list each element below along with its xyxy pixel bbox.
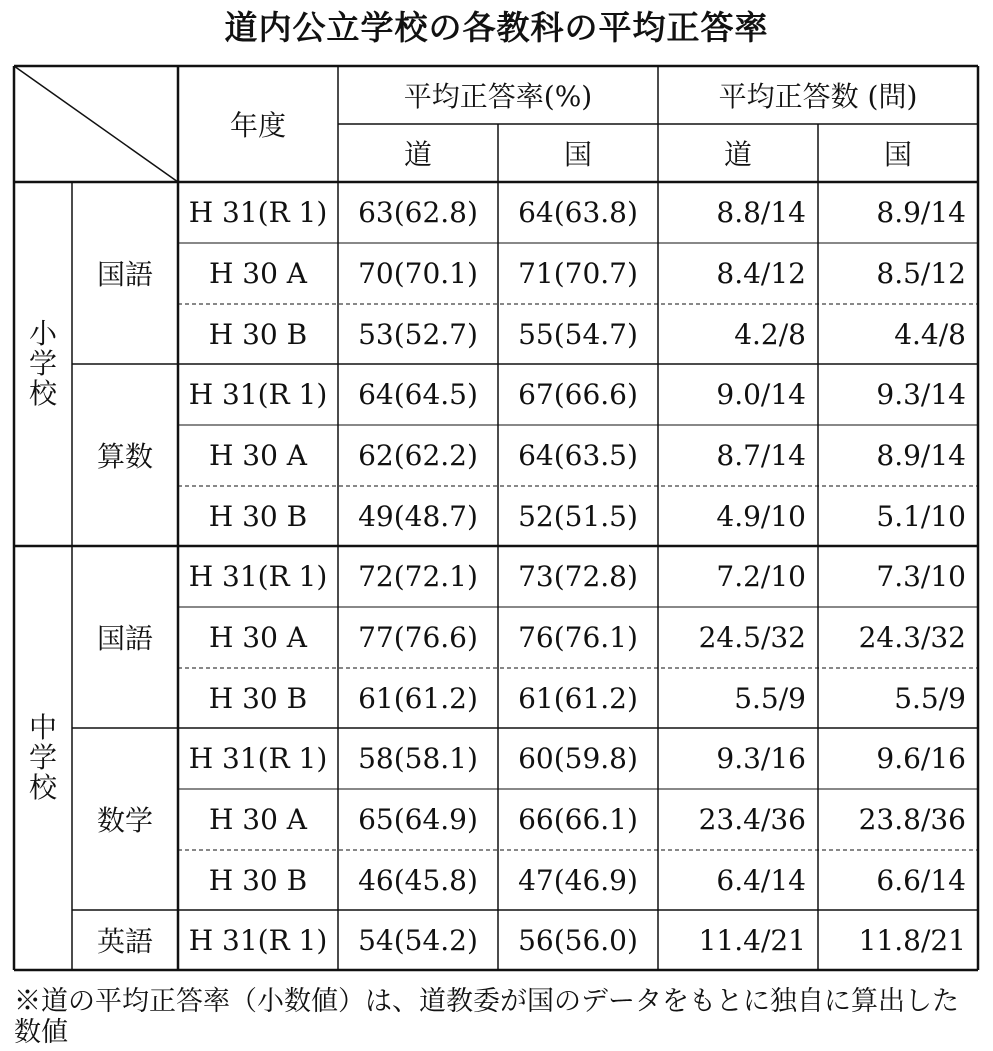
rate-do-cell: 65(64.9) (358, 803, 478, 836)
count-do-cell: 8.7/14 (716, 439, 806, 472)
count-do-cell: 9.0/14 (716, 378, 806, 411)
rate-kuni-cell: 61(61.2) (518, 681, 638, 715)
rate-do-cell: 72(72.1) (358, 560, 478, 593)
count-do-cell: 24.5/32 (698, 621, 806, 654)
count-kuni-cell: 8.5/12 (876, 257, 966, 290)
school-label-char: 小 (28, 317, 57, 350)
count-kuni-cell: 23.8/36 (858, 803, 966, 836)
count-kuni-cell: 9.3/14 (876, 378, 966, 411)
count-kuni-cell: 6.6/14 (876, 863, 966, 897)
page-title: 道内公立学校の各教科の平均正答率 (224, 8, 769, 47)
count-do-cell: 8.4/12 (716, 257, 806, 290)
count-kuni-cell: 8.9/14 (876, 196, 966, 229)
year-cell: H 31(R 1) (188, 196, 328, 229)
year-cell: H 31(R 1) (188, 560, 328, 593)
rate-do-cell: 54(54.2) (358, 923, 478, 957)
school-label-char: 校 (28, 377, 57, 410)
rate-do-cell: 64(64.5) (358, 378, 478, 411)
subject-label: 国語 (96, 622, 153, 655)
header-count-do: 道 (723, 138, 752, 171)
count-kuni-cell: 24.3/32 (858, 621, 966, 654)
count-do-cell: 23.4/36 (698, 803, 806, 836)
count-do-cell: 9.3/16 (716, 742, 806, 775)
header-rate: 平均正答率(%) (403, 80, 593, 113)
rate-kuni-cell: 64(63.8) (518, 196, 638, 229)
school-label-elementary (14, 182, 72, 546)
rate-kuni-cell: 71(70.7) (518, 257, 638, 290)
rate-do-cell: 70(70.1) (358, 257, 478, 290)
subject-label: 英語 (96, 925, 153, 958)
footnote: ※道の平均正答率（小数値）は、道教委が国のデータをもとに独自に算出した数値 (14, 986, 959, 1048)
rate-kuni-cell: 56(56.0) (518, 923, 638, 957)
year-cell: H 30 B (208, 499, 308, 533)
rate-do-cell: 46(45.8) (358, 863, 478, 897)
rate-kuni-cell: 67(66.6) (518, 378, 638, 411)
count-kuni-cell: 11.8/21 (858, 923, 966, 957)
subject-label: 算数 (96, 440, 153, 473)
year-cell: H 30 B (208, 863, 308, 897)
year-cell: H 30 A (208, 621, 308, 654)
rate-do-cell: 58(58.1) (358, 742, 478, 775)
rate-do-cell: 77(76.6) (358, 621, 478, 654)
school-label-char: 中 (28, 711, 57, 744)
rate-do-cell: 63(62.8) (358, 196, 478, 229)
year-cell: H 30 A (208, 439, 308, 472)
header-rate-do: 道 (403, 138, 432, 171)
year-cell: H 30 B (208, 681, 308, 715)
school-label-junior-high (14, 546, 72, 970)
count-do-cell: 7.2/10 (716, 560, 806, 593)
rate-kuni-cell: 47(46.9) (518, 863, 638, 897)
count-do-cell: 6.4/14 (716, 863, 806, 897)
rate-kuni-cell: 66(66.1) (518, 803, 638, 836)
school-label-char: 校 (28, 771, 57, 804)
rate-do-cell: 61(61.2) (358, 681, 478, 715)
year-cell: H 31(R 1) (188, 378, 328, 411)
school-label-char: 学 (28, 347, 57, 380)
count-kuni-cell: 9.6/16 (876, 742, 966, 775)
header-count: 平均正答数 (問) (718, 80, 918, 113)
year-cell: H 31(R 1) (188, 742, 328, 775)
rate-kuni-cell: 52(51.5) (518, 499, 638, 533)
rate-kuni-cell: 64(63.5) (518, 439, 638, 472)
count-do-cell: 4.9/10 (716, 499, 806, 533)
count-kuni-cell: 5.5/9 (894, 681, 966, 715)
count-kuni-cell: 4.4/8 (894, 317, 966, 351)
header-rate-kuni: 国 (563, 138, 592, 171)
count-kuni-cell: 7.3/10 (876, 560, 966, 593)
count-do-cell: 5.5/9 (734, 681, 806, 715)
year-cell: H 30 A (208, 257, 308, 290)
rate-kuni-cell: 73(72.8) (518, 560, 638, 593)
count-do-cell: 11.4/21 (698, 923, 806, 957)
corner-diagonal (14, 66, 178, 182)
rate-do-cell: 62(62.2) (358, 439, 478, 472)
subject-label: 数学 (96, 804, 153, 837)
header-count-kuni: 国 (883, 138, 912, 171)
header-year: 年度 (229, 109, 286, 142)
count-kuni-cell: 8.9/14 (876, 439, 966, 472)
count-kuni-cell: 5.1/10 (876, 499, 966, 533)
year-cell: H 30 B (208, 317, 308, 351)
rate-kuni-cell: 76(76.1) (518, 621, 638, 654)
subject-label: 国語 (96, 258, 153, 291)
year-cell: H 31(R 1) (188, 923, 328, 957)
rate-kuni-cell: 60(59.8) (518, 742, 638, 775)
rate-do-cell: 53(52.7) (358, 317, 478, 351)
rate-kuni-cell: 55(54.7) (518, 317, 638, 351)
school-label-char: 学 (28, 741, 57, 774)
rate-do-cell: 49(48.7) (358, 499, 478, 533)
count-do-cell: 8.8/14 (716, 196, 806, 229)
count-do-cell: 4.2/8 (734, 317, 806, 351)
year-cell: H 30 A (208, 803, 308, 836)
